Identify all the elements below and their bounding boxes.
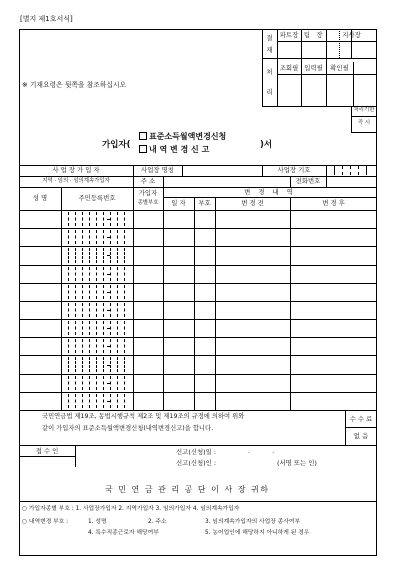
notice-text: ※ 기재요령은 뒷쪽을 참조하십시오 bbox=[22, 81, 127, 89]
col-name: 성 명 bbox=[32, 194, 48, 203]
title-option-income: 표준소득월액변경신청 bbox=[149, 132, 227, 141]
checkbox-income-change[interactable] bbox=[139, 132, 147, 140]
workplace-name-label: 사업장 명칭 bbox=[141, 166, 174, 175]
footnote-type-codes: ○ 가입자종별 부호 : 1. 사업장가입자 2. 지역가입자 3. 임의가입자 4. 임의계속가입자 bbox=[22, 506, 240, 512]
col-after: 변 경 후 bbox=[322, 199, 345, 208]
reporter-label: 신고(신청)인 : bbox=[176, 459, 217, 467]
footnote-change-code: 5. 농어업인에 해당하지 아니하게 된 경우 bbox=[205, 530, 310, 536]
table-row[interactable] bbox=[20, 338, 376, 354]
col-type-bottom: 종별부호 bbox=[137, 200, 159, 207]
table-row[interactable] bbox=[20, 320, 376, 336]
phone-field[interactable] bbox=[327, 177, 376, 186]
processing-period-value: 즉 시 bbox=[357, 120, 371, 127]
table-row[interactable] bbox=[20, 247, 376, 263]
checkbox-details-change[interactable] bbox=[139, 145, 147, 153]
title-prefix: 가입자( bbox=[102, 140, 131, 150]
table-row[interactable] bbox=[20, 375, 376, 391]
title-option-details: 내 역 변 경 신 고 bbox=[149, 145, 210, 154]
table-row[interactable] bbox=[20, 356, 376, 372]
col-type-top: 가입자 bbox=[138, 188, 158, 197]
approval-side-char: 재 bbox=[266, 45, 273, 54]
table-row[interactable] bbox=[20, 211, 376, 227]
col-rrn: 주민등록번호 bbox=[78, 194, 116, 203]
phone-label: 전화번호 bbox=[295, 177, 321, 186]
address-label: 주 소 bbox=[140, 177, 156, 186]
col-code: 부호 bbox=[198, 199, 211, 208]
table-row[interactable] bbox=[20, 266, 376, 282]
table-row[interactable] bbox=[20, 284, 376, 300]
footnote-change-code: 3. 임의계속가입자의 사업장 종사여부 bbox=[205, 519, 301, 525]
footnote-change-code: 2. 주소 bbox=[148, 519, 167, 525]
fee-value: 없 음 bbox=[353, 431, 369, 440]
approval-header: 입력필 bbox=[304, 63, 323, 72]
approval-header: 파트장 bbox=[279, 30, 299, 39]
signature-hint: (서명 또는 인) bbox=[277, 459, 317, 467]
table-row[interactable] bbox=[20, 229, 376, 245]
table-row[interactable] bbox=[20, 302, 376, 318]
approval-side-char: 결 bbox=[266, 33, 273, 42]
workplace-name-field[interactable] bbox=[183, 166, 261, 175]
approval-header: 장 bbox=[316, 30, 323, 39]
approval-header: 확인필 bbox=[330, 63, 349, 72]
fee-label: 수 수 료 bbox=[349, 414, 373, 423]
table-row[interactable] bbox=[20, 393, 376, 409]
workplace-code-label: 사업장 기호 bbox=[277, 166, 311, 175]
declaration-line-1: 국민연금법 제19조, 동법시행규칙 제2조 및 제19조의 규정에 의하여 위와 bbox=[42, 413, 245, 420]
workplace-subscriber-label: 사 업 장 가 입 자 bbox=[52, 166, 100, 175]
col-date: 일 자 bbox=[171, 199, 186, 208]
address-field[interactable] bbox=[164, 177, 289, 186]
approval-header: 팀 bbox=[303, 30, 311, 39]
receipt-label: 접 수 인 bbox=[35, 446, 59, 455]
declaration-line-2: 같이 가입자의 표준소득월액변경신청(내역변경신고)을 합니다. bbox=[42, 425, 214, 432]
approval-header: 지사장 bbox=[342, 30, 361, 39]
processing-period-label: 처리기한 bbox=[353, 107, 375, 114]
footnote-change-label: ○ 내역변경 부호 : bbox=[22, 519, 69, 525]
approval-side-char: 리 bbox=[266, 87, 273, 96]
col-before: 변 경 전 bbox=[241, 199, 264, 208]
footnote-change-code: 1. 성명 bbox=[88, 519, 107, 525]
form-number: [별지 제1호서식] bbox=[20, 15, 73, 23]
report-date-field[interactable]: . . bbox=[248, 447, 285, 455]
approval-side-char: 처 bbox=[266, 67, 273, 76]
footnote-change-code: 4. 특수직종근로자 해당여부 bbox=[88, 530, 159, 536]
approval-header: 조회필 bbox=[279, 63, 299, 72]
report-date-label: 신고(신청)일 : bbox=[176, 448, 217, 456]
col-change-details: 변 경 내 역 bbox=[244, 187, 296, 196]
regional-subscriber-label: 지역 · 임의 · 임의계속가입자 bbox=[42, 177, 110, 184]
title-suffix: )서 bbox=[260, 140, 273, 150]
addressee: 국 민 연 금 관 리 공 단 이 사 장 귀하 bbox=[105, 485, 270, 494]
